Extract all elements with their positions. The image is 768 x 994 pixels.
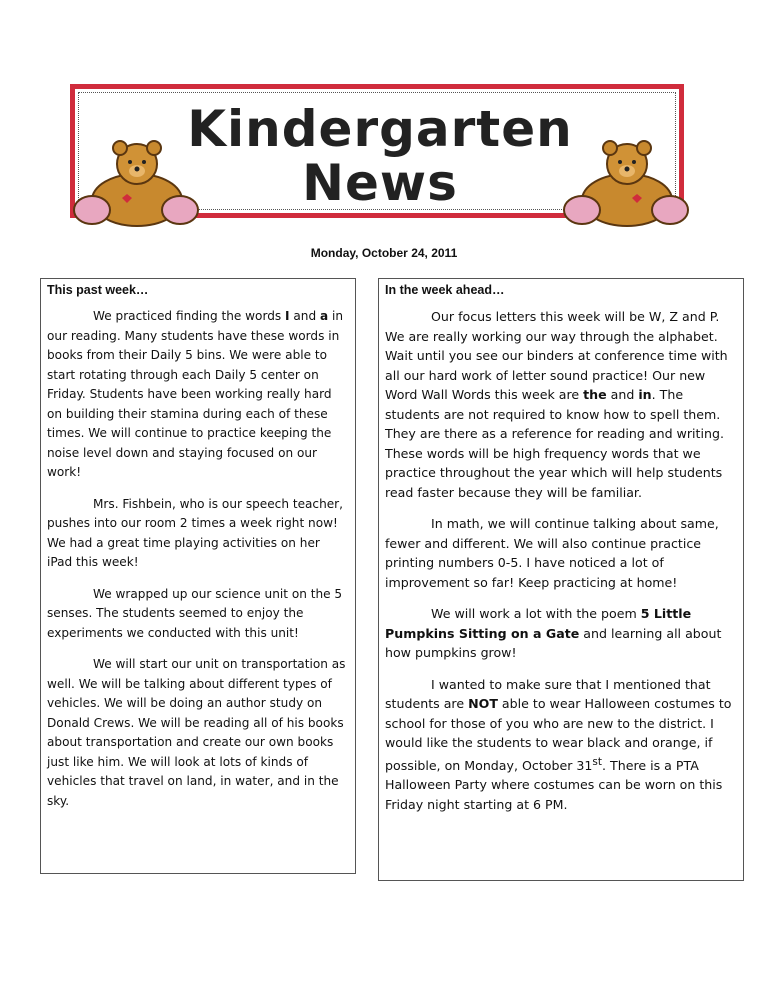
week-ahead-paragraph-1: Our focus letters this week will be W, Z and P. We are really working our way through the alphabet. Wait until you see our binders at conference time with all our hard work of letter sound practice! Our new Word Wall Words this week are the and in. The students are not required to know how to spell them. They are there as a reference for reading and writing. These words will be high frequency words that we practice throughout the year which will help students read faster because they will be familiar. — [385, 309, 728, 500]
week-ahead-paragraph-3: We will work a lot with the poem 5 Little Pumpkins Sitting on a Gate and learning all about how pumpkins grow! — [385, 606, 722, 660]
banner-title-line2: News — [302, 154, 458, 212]
past-week-paragraph-4: We will start our unit on transportation as well. We will be talking about different types of vehicles. We will be doing an author study on Donald Crews. We will be reading all of his books about transportation and create our own books just like him. We will look at lots of kinds of vehicles that travel on land, in water, and in the sky. — [47, 657, 346, 808]
week-ahead-heading: In the week ahead… — [385, 283, 505, 297]
newsletter-date: Monday, October 24, 2011 — [310, 246, 458, 260]
past-week-paragraph-1: We practiced finding the words I and a in our reading. Many students have these words in books from their Daily 5 bins. We were able to start rotating through each Daily 5 center on Friday. Students have been working really hard on building their stamina during each of these times. We will continue to practice keeping the noise level down and staying focused on our work! — [47, 309, 344, 479]
week-ahead-paragraph-2: In math, we will continue talking about same, fewer and different. We will also continue practice printing numbers 0-5. I have noticed a lot of improvement so far! Keep practicing at home! — [385, 516, 719, 590]
past-week-paragraph-2: Mrs. Fishbein, who is our speech teacher, pushes into our room 2 times a week right now! We had a great time playing activities on her iPad this week! — [47, 496, 343, 569]
week-ahead-box — [378, 278, 744, 881]
header-banner — [62, 78, 698, 226]
past-week-heading: This past week… — [47, 283, 149, 297]
past-week-box — [40, 278, 356, 874]
past-week-paragraph-3: We wrapped up our science unit on the 5 senses. The students seemed to enjoy the experiments we conducted with this unit! — [47, 586, 343, 640]
week-ahead-paragraph-4: I wanted to make sure that I mentioned that students are NOT able to wear Halloween costumes to school for those of you who are new to the district. I would like the students to wear black and orange, if possible, on Monday, October 31st. There is a PTA Halloween Party where costumes can be worn on this Friday night starting at 6 PM. — [385, 676, 732, 812]
banner-title-line1: Kindergarten — [187, 100, 573, 158]
